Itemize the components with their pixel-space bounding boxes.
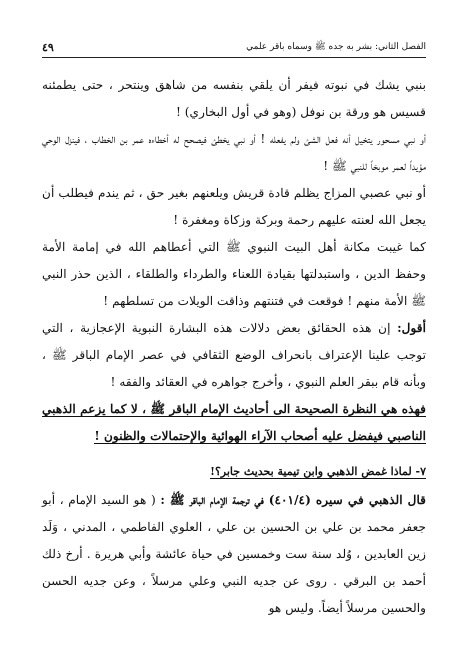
paragraph-5-lead: أقول: (397, 321, 426, 335)
paragraph-4: كما غيبت مكانة أهل البيت النبوي ﷺ التي أعطاهم الله في إمامة الأمة وحفظ الدين ، واستبدلتها بقيادة اللعناء والطرداء والطلقاء ، الذين حذر النبي ﷺ الأمة منهم ! فوقعت في فتنتهم وذاقت الويلات من تسلطهم ! (42, 240, 426, 308)
chapter-title: الفصل الثاني: بشر به جده ﷺ وسماه باقر علمي (246, 42, 426, 52)
paragraph-7-text: ( هو السيد الإمام ، أبو جعفر محمد بن علي بن الحسين بن علي ، العلوي الفاطمي ، المدني ، وَلَد زين العابدين ، وُلد سنة ست وخمسين في حياة عائشة وأبي هريرة . أرخ ذلك أحمد بن البرقي . روى عن جديه النبي وعلي مرسلاً ، وعن جديه الحسن والحسين مرسلاً أيضاً. وليس هو (42, 493, 426, 615)
section-heading (42, 458, 426, 485)
paragraph-3: أو نبي عصبي المزاج يظلم قادة قريش ويلعنهم بغير حق ، ثم يندم فيطلب أن يجعل الله لعنته عليهم رحمة وبركة وزكاة ومغفرة ! (42, 186, 426, 227)
emphasis-statement: فهذه هي النظرة الصحيحة الى أحاديث الإمام الباقر ﷺ ، لا كما يزعم الذهبي الناصبي فيفضل عليه أصحاب الآراء الهوائية والإحتمالات والظنون ! (42, 402, 426, 443)
body-text (42, 72, 426, 622)
page-number: ٤٩ (42, 41, 54, 54)
paragraph-1: بنبي يشك في نبوته فيفر أن يلقي بنفسه من شاهق وينتحر ، حتى يطمئنه قسيس هو ورقة بن نوفل (وهو في أول البخاري) ! (42, 78, 426, 119)
paragraph-2: أو نبي مسحور يتخيل أنه فعل الشئ ولم يفعله ! أو نبي يخطئ فيصحح له أخطاءه عمر بن الخطاب ، فينزل الوحي مؤيداً لعمر موبخاً للنبي ﷺ ! (42, 132, 426, 173)
paragraph-6 (42, 396, 426, 450)
paragraph-5-text: إن هذه الحقائق بعض دلالات هذه البشارة النبوية الإعجازية ، التي توجب علينا الإعتراف بانحراف الوضع الثقافي في عصر الإمام الباقر ﷺ ، وبأنه قام ببقر العلم النبوي ، وأخرج جواهره في العقائد والفقه ! (42, 321, 426, 389)
paragraph-7 (42, 487, 426, 622)
paragraph-7-lead: قال الذهبي في سيره (٤٠١/٤) في ترجمة الإمام الباقر ﷺ : (160, 493, 426, 507)
section-heading-text: ٧- لماذا غمض الذهبي وابن تيمية بحديث جابر؟! (210, 465, 426, 478)
running-header (42, 40, 426, 58)
paragraph-5 (42, 315, 426, 396)
